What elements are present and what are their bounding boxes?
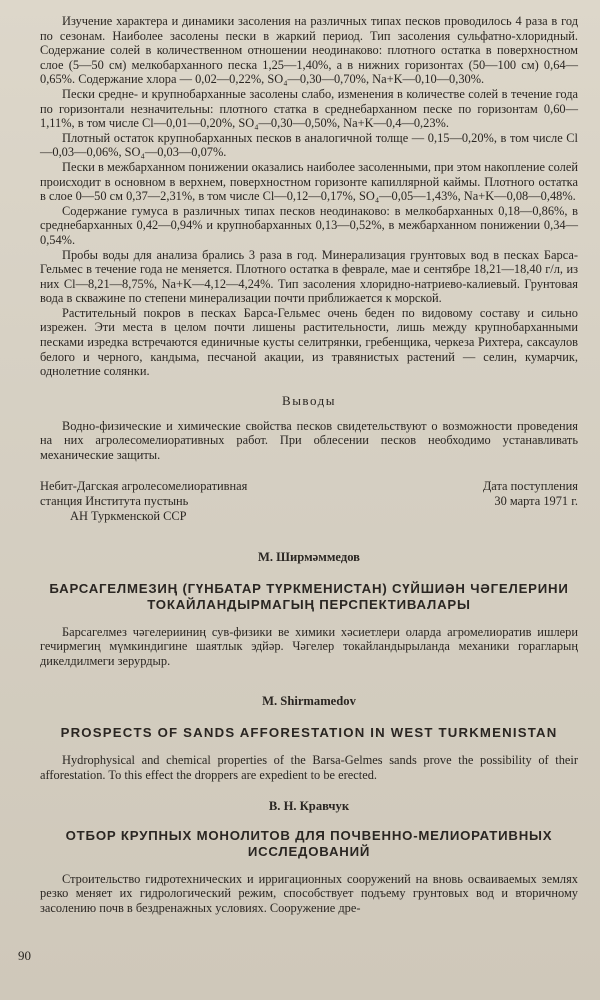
signature-block: [40, 479, 578, 524]
conclusions-heading: Выводы: [282, 392, 336, 408]
title-next-article: ОТБОР КРУПНЫХ МОНОЛИТОВ ДЛЯ ПОЧВЕННО-МЕЛИОРАТИВНЫХ ИССЛЕДОВАНИЙ: [65, 827, 553, 859]
author-en: M. Shirmamedov: [262, 694, 356, 709]
paragraph-groundwater: Пробы воды для анализа брались 3 раза в год. Минерализация грунтовых вод в песках Барса-Гельмес в течение года не меняется. Плотного остатка в феврале, мае и сентябре 18,21—18,40 г/л, из них Cl—8,21—8,75%, Na+K—4,12—4,24%. Тип засоления хлоридно-натриево-калиевый. Грунтовая вода в скважине по степени минерализации почти приближается к морской.: [40, 247, 578, 306]
paragraph-vegetation: Растительный покров в песках Барса-Гельмес очень беден по видовому составу и сильно изрежен. Эти места в целом почти лишены растительности, лишь между крупнобарханными песками изредка встречаются единичные кусты селитрянки, гребенщика, черкеза Рихтера, саксаулов белого и черного, кандыма, песчаной акации, из травянистых растений — селин, кумарчик, однолетние солянки.: [40, 305, 578, 379]
conclusions-text: Водно-физические и химические свойства песков свидетельствуют о возможности проведения на них агролесомелиоративных работ. При облесении песков необходимо устанавливать механические защиты.: [40, 418, 578, 463]
paragraph-salinity-dynamics: Изучение характера и динамики засоления на различных типах песков проводилось 4 раза в год по сезонам. Наиболее засолены пески в жаркий период. Тип засоления сульфатно-хлоридный. Содержание солей в количественном отношении неодинаково: плотного остатка в поверхностном слое (5—50 см) мелкобарханного песка 1,25—1,40%, а в нижних горизонтах (50—100 см) 0,64—0,65%. Содержание хлора — 0,02—0,22%, SO₄—0,30—0,70%, Na+K—0,10—0,30%.: [40, 14, 578, 87]
received-label: Дата поступления: [482, 478, 578, 493]
institution-line-1: Небит-Дагская агролесомелиоративная: [40, 478, 248, 493]
title-tk: БАРСАГЕЛМЕЗИҢ (ГҮНБАТАР ТҮРКМЕНИСТАН) СҮЙШИӘН ЧӘГЕЛЕРИНИ ТОКАЙЛАНДЫРМАГЫҢ ПЕРСПЕКТИВАЛАРЫ: [49, 580, 569, 612]
institution-line-3: АН Туркменской ССР: [70, 508, 187, 523]
paragraph-humus: Содержание гумуса в различных типах песков неодинаково: в мелкобарханных 0,18—0,86%, в среднебарханных 0,42—0,94% и крупнобарханных 0,13—0,52%, в межбарханном понижении 0,34—0,54%.: [40, 203, 578, 247]
institution: [40, 479, 340, 524]
abstract-en-text: Hydrophysical and chemical properties of the Barsa-Gelmes sands prove the possibility of their afforestation. To this effect the droppers are expedient to be erected.: [40, 753, 578, 782]
author-tk: М. Ширмәммедов: [258, 549, 360, 564]
body-text: [40, 14, 578, 379]
page-number: 90: [18, 948, 31, 963]
paragraph-medium-coarse-dunes: Пески средне- и крупнобарханные засолены слабо, изменения в количестве солей в течение года по горизонтали незначительны: плотного статка в среднебарханном песке по горизонтам 0,60—1,11%, в том числе Cl—0,01—0,20%, SO₄—0,30—0,50%, Na+K—0,4—0,23%.: [40, 86, 578, 131]
institution-line-2: станция Института пустынь: [40, 493, 189, 508]
received-date: 30 марта 1971 г.: [494, 493, 578, 508]
abstract-tk-text: Барсагелмез чәгелерииниң сув-физики ве химики хәсиетлери оларда агромелиоратив ишлери гечирмегиң мүмкиндигине шаятлык эдйәр. Чәгелер токайландырыланда механики горагларың дикелдилмеги зерурдыр.: [40, 624, 578, 668]
title-en: PROSPECTS OF SANDS AFFORESTATION IN WEST TURKMENISTAN: [60, 725, 558, 741]
paragraph-interdune-depression: Пески в межбарханном понижении оказались наиболее засоленными, при этом накопление солей происходит в основном в верхнем, поверхностном горизонте капиллярной каймы. Плотного остатка в слое 0—50 см 0,37—2,31%, в том числе Cl—0,12—0,17%, SO₄—0,05—1,43%, Na+K—0,08—0,48%.: [40, 159, 578, 204]
author-next-article: В. Н. Кравчук: [268, 798, 350, 813]
paragraph-dry-residue: Плотный остаток крупнобарханных песков в аналогичной толще — 0,15—0,20%, в том числе Cl—0,03—0,06%, SO₄—0,03—0,07%.: [40, 130, 578, 160]
received-date-block: [428, 479, 578, 524]
next-article-text: Строительство гидротехнических и ирригационных сооружений на вновь осваиваемых землях резко меняет их гидрологический режим, способствует подъему грунтовых вод и вторичному засолению почв в бездренажных условиях. Сооружение дре-: [40, 871, 578, 915]
